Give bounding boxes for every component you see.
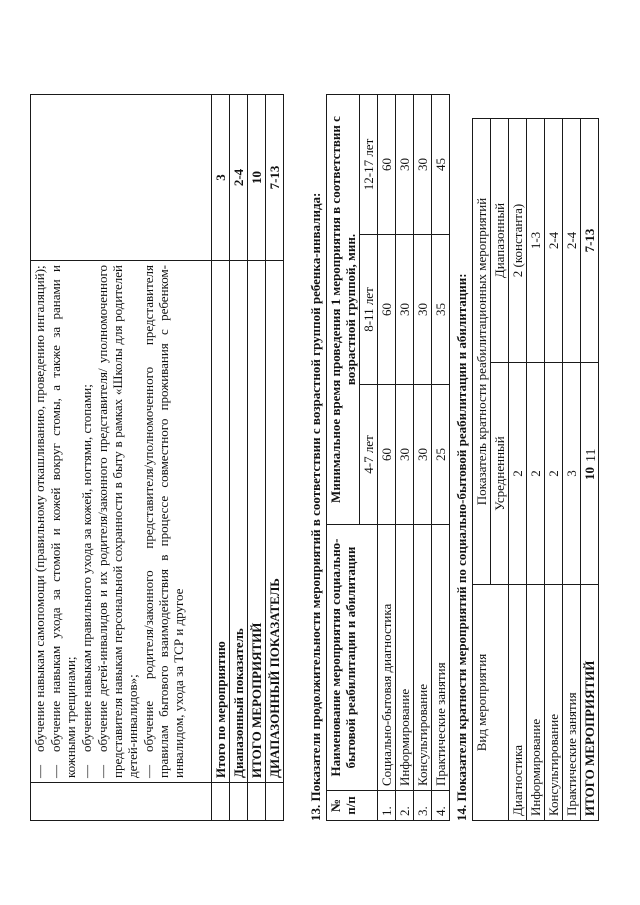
row-value: 60 [378, 235, 396, 385]
dash-marker: — [141, 765, 156, 778]
row-value: 30 [414, 385, 432, 525]
table-row [432, 95, 450, 821]
row-name: Консультирование [545, 585, 563, 821]
bullet-text: обучение навыкам самопомощи (правильному откашливанию, проведению ингаляций); [32, 265, 47, 752]
dash-marker: — [95, 765, 110, 778]
table-row [414, 95, 432, 821]
section-14-table-block [472, 118, 599, 821]
section-12-content-row [31, 95, 212, 821]
dash-marker: — [79, 765, 94, 778]
totals-value: 7-13 [266, 95, 284, 261]
row-range: 7-13 [581, 119, 599, 363]
row-range: 2 (константа) [509, 119, 527, 363]
totals-row [248, 95, 266, 821]
header-kind: Вид мероприятия [473, 585, 509, 821]
header-min-time: Минимальное время проведения 1 мероприятия в соответствии с возрастной группой, мин. [327, 95, 360, 525]
row-name: Практические занятия [432, 525, 450, 791]
totals-label: ИТОГО МЕРОПРИЯТИЙ [248, 261, 266, 783]
totals-label: Диапазонный показатель [230, 261, 248, 783]
section-12-table [30, 94, 284, 821]
header-average: Усредненный [491, 363, 509, 585]
row-name: Практические занятия [563, 585, 581, 821]
row-name: Консультирование [414, 525, 432, 791]
header-age-group: 4-7 лет [360, 385, 378, 525]
dash-marker: — [48, 765, 63, 778]
header-age-group: 12-17 лет [360, 95, 378, 235]
row-value: 35 [432, 235, 450, 385]
row-average: 2 [509, 363, 527, 585]
totals-row [266, 95, 284, 821]
header-age-group: 8-11 лет [360, 235, 378, 385]
bullet-text: обучение навыкам ухода за стомой и кожей вокруг стомы, а также за ранами и кожными трещинами; [48, 265, 78, 778]
page-number: 11 [584, 448, 599, 462]
row-value: 45 [432, 95, 450, 235]
bullet-item [79, 265, 94, 778]
empty-cell [212, 783, 230, 821]
totals-row [212, 95, 230, 821]
row-num: 3. [414, 791, 432, 821]
bullet-item [141, 265, 186, 778]
row-num: 4. [432, 791, 450, 821]
table-row [527, 119, 545, 821]
row-value: 30 [396, 385, 414, 525]
table-row [396, 95, 414, 821]
empty-cell [266, 783, 284, 821]
row-range: 1-3 [527, 119, 545, 363]
section-14-table [472, 118, 599, 821]
row-name: ИТОГО МЕРОПРИЯТИЙ [581, 585, 599, 821]
totals-value: 10 [248, 95, 266, 261]
row-value: 60 [378, 95, 396, 235]
row-name: Социально-бытовая диагностика [378, 525, 396, 791]
bullet-text: обучение родителя/законного представителя/уполномоченного представителя правилам бытового взаимодействия в процессе совместного проживания с ребенком-инвалидом, ухода за ТСР и другое [141, 265, 186, 778]
row-name: Информирование [527, 585, 545, 821]
row-value: 30 [414, 235, 432, 385]
row-average: 3 [563, 363, 581, 585]
table-row [378, 95, 396, 821]
section-13-title: 13. Показатели продолжительности мероприятий в соответствии с возрастной группой ребенка-инвалида: [308, 192, 323, 821]
bullet-item [32, 265, 47, 778]
totals-value: 3 [212, 95, 230, 261]
row-num: 1. [378, 791, 396, 821]
section-14-title: 14. Показатели кратности мероприятий по социально-бытовой реабилитации и абилитации: [454, 273, 469, 821]
header-activity-name: Наименование мероприятия социально-бытовой реабилитации и абилитации [327, 525, 378, 791]
row-range: 2-4 [563, 119, 581, 363]
section-13-table [326, 94, 450, 821]
totals-label: ДИАПАЗОННЫЙ ПОКАЗАТЕЛЬ [266, 261, 284, 783]
empty-cell [31, 95, 212, 261]
table-row [545, 119, 563, 821]
row-average: 10 [581, 363, 599, 585]
empty-cell [248, 783, 266, 821]
bullet-item [48, 265, 78, 778]
row-value: 30 [414, 95, 432, 235]
header-range: Диапазонный [491, 119, 509, 363]
table-header-row [327, 95, 360, 821]
table-row [563, 119, 581, 821]
row-num: 2. [396, 791, 414, 821]
totals-row [230, 95, 248, 821]
row-value: 30 [396, 95, 414, 235]
bullet-list-cell [31, 261, 212, 783]
row-value: 25 [432, 385, 450, 525]
empty-cell [31, 783, 212, 821]
row-range: 2-4 [545, 119, 563, 363]
row-average: 2 [527, 363, 545, 585]
table-row [509, 119, 527, 821]
row-name: Информирование [396, 525, 414, 791]
row-average: 2 [545, 363, 563, 585]
table-row-total [581, 119, 599, 821]
row-value: 30 [396, 235, 414, 385]
table-header-row [473, 119, 491, 821]
row-name: Диагностика [509, 585, 527, 821]
totals-value: 2-4 [230, 95, 248, 261]
row-value: 60 [378, 385, 396, 525]
section-12-table-block [30, 94, 284, 821]
empty-cell [230, 783, 248, 821]
header-frequency-group: Показатель кратности реабилитационных мероприятий [473, 119, 491, 585]
dash-marker: — [32, 765, 47, 778]
bullet-text: обучение навыкам правильного ухода за кожей, ногтями, стопами; [79, 384, 94, 752]
bullet-text: обучение детей-инвалидов и их родителя/законного представителя/ уполномоченного представителя навыкам персональной сохранности в быту в рамках «Школы для родителей детей-инвалидов»; [95, 265, 140, 778]
section-13-table-block [326, 94, 450, 821]
totals-label: Итого по мероприятию [212, 261, 230, 783]
bullet-item [95, 265, 140, 778]
header-num: № п/п [327, 791, 378, 821]
